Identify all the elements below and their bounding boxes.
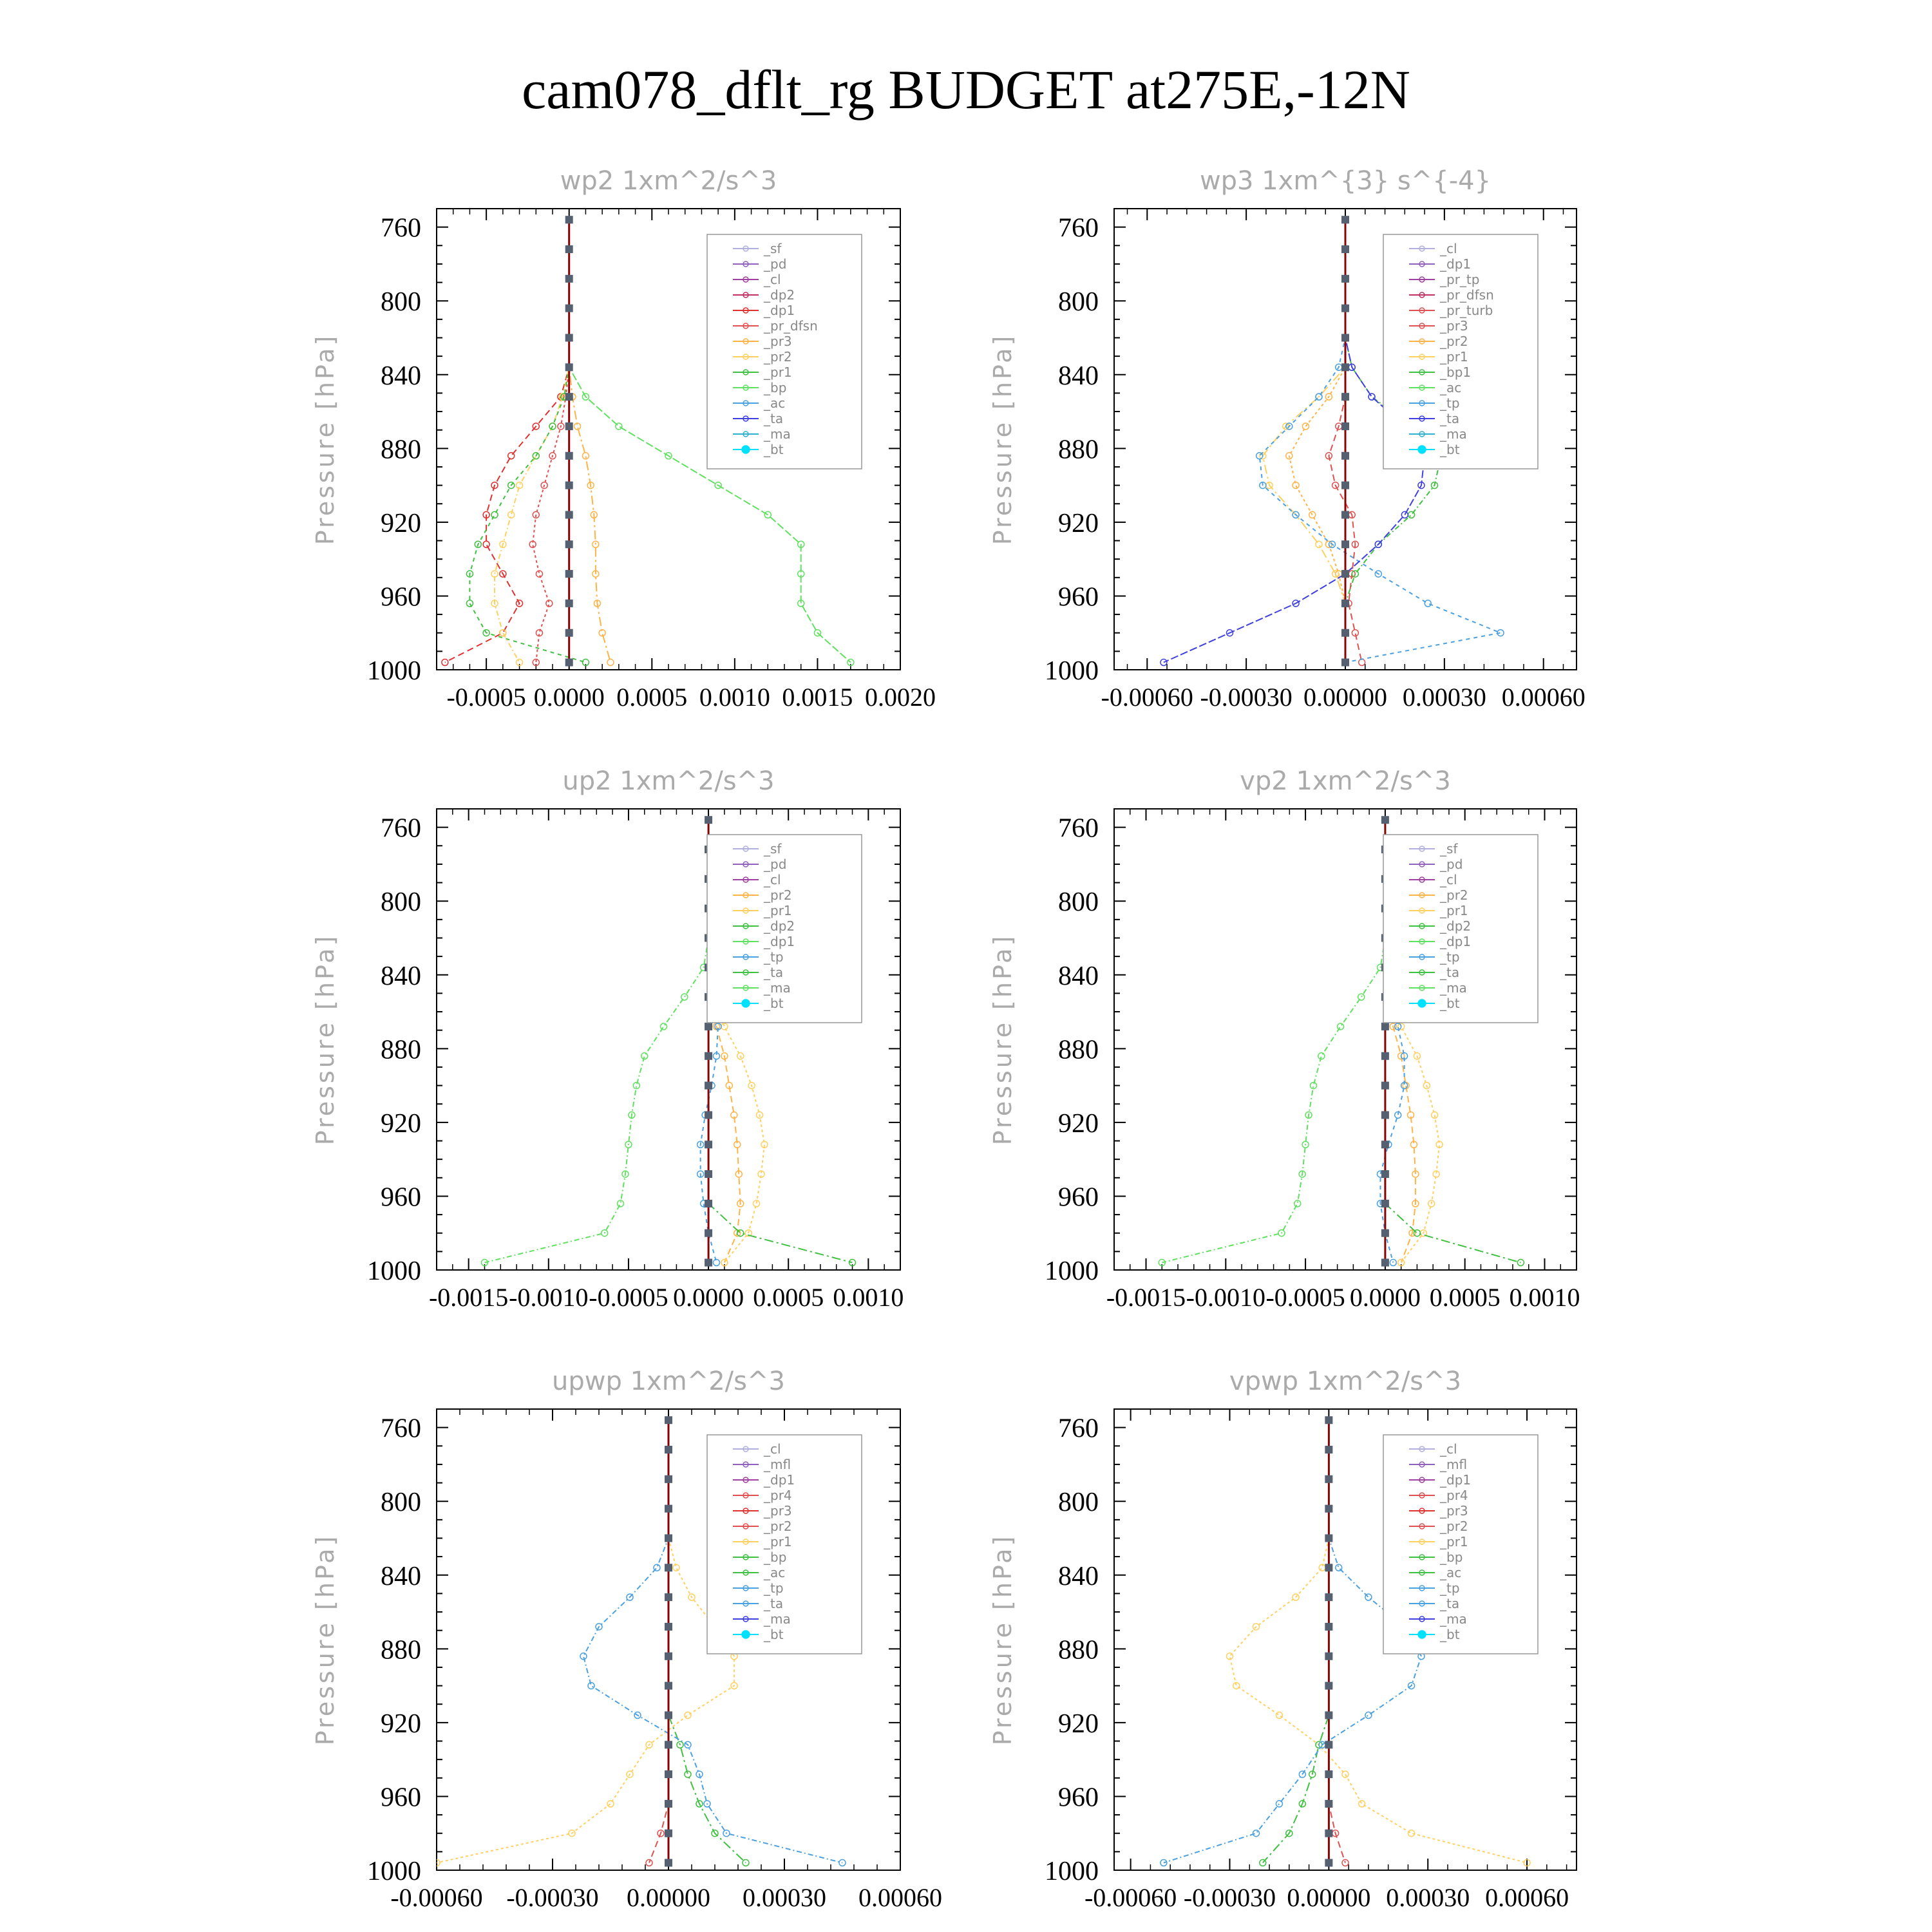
legend-entry: _pr3 (764, 334, 792, 349)
data-point (1341, 422, 1349, 430)
y-tick-label: 800 (1058, 887, 1099, 918)
legend-entry: _ma (1440, 1611, 1467, 1627)
legend-entry: _pr2 (764, 349, 792, 365)
x-tick-label: 0.0010 (833, 1283, 904, 1312)
x-tick-label: 0.0020 (865, 683, 936, 712)
legend-entry: _dp2 (1440, 918, 1472, 934)
y-tick-label: 880 (1058, 1035, 1099, 1065)
y-tick-label: 920 (381, 1709, 421, 1739)
data-point (665, 1800, 672, 1808)
legend-entry: _sf (764, 841, 782, 857)
data-point (1381, 1111, 1389, 1119)
x-tick-label: 0.00060 (1501, 683, 1586, 712)
data-point (665, 1593, 672, 1601)
data-point (665, 1711, 672, 1719)
legend-entry: _pr1 (1440, 349, 1468, 365)
x-tick-label: 0.0000 (673, 1283, 744, 1312)
legend-entry: _ma (1440, 980, 1467, 996)
data-point (1381, 1141, 1389, 1148)
y-tick-label: 760 (1058, 213, 1099, 243)
x-tick-label: 0.00060 (858, 1883, 942, 1912)
data-point (565, 540, 573, 548)
legend-entry: _pr_dfsn (764, 318, 818, 334)
y-tick-label: 800 (381, 887, 421, 918)
legend-entry: _bt (1440, 996, 1460, 1011)
y-tick-label: 800 (381, 287, 421, 317)
data-point (705, 1111, 712, 1119)
y-tick-label: 960 (1058, 582, 1099, 612)
y-tick-label: 1000 (1045, 1256, 1099, 1286)
data-point (665, 1830, 672, 1837)
data-point (705, 1082, 712, 1090)
legend-entry: _tp (1440, 949, 1460, 965)
x-tick-label: 0.0015 (782, 683, 853, 712)
data-point (1325, 1623, 1332, 1631)
y-tick-label: 920 (381, 1108, 421, 1139)
data-point (1341, 600, 1349, 607)
data-point (1341, 540, 1349, 548)
data-point (1341, 482, 1349, 489)
data-point (1325, 1800, 1332, 1808)
data-point (1341, 275, 1349, 283)
legend-entry: _cl (1440, 241, 1457, 256)
legend-entry: _ac (1440, 380, 1462, 395)
data-point (1325, 1446, 1332, 1454)
legend-entry: _sf (1440, 841, 1458, 857)
y-axis-label: Pressure [hPa] (311, 333, 339, 545)
legend-entry: _dp1 (764, 934, 795, 949)
y-tick-label: 880 (381, 435, 421, 465)
x-tick-label: 0.00000 (627, 1883, 710, 1912)
x-tick-label: 0.00000 (1303, 683, 1387, 712)
x-tick-label: -0.00030 (1200, 683, 1293, 712)
panel-title: vp2 1xm^2/s^3 (1240, 766, 1451, 796)
y-tick-label: 920 (1058, 1108, 1099, 1139)
legend-marker (742, 999, 750, 1007)
y-tick-label: 800 (1058, 287, 1099, 317)
legend-entry: _bp1 (1440, 365, 1472, 380)
y-tick-label: 1000 (367, 656, 421, 686)
data-point (705, 1141, 712, 1148)
data-point (1341, 511, 1349, 518)
legend-entry: _bp (764, 380, 787, 395)
x-tick-label: -0.00030 (1183, 1883, 1276, 1912)
legend-entry: _pd (1440, 857, 1463, 872)
y-tick-label: 760 (381, 213, 421, 243)
panel-title: upwp 1xm^2/s^3 (552, 1367, 785, 1396)
y-tick-label: 880 (381, 1635, 421, 1665)
data-point (565, 245, 573, 253)
y-tick-label: 920 (1058, 1709, 1099, 1739)
legend-entry: _tp (764, 949, 784, 965)
data-point (565, 511, 573, 518)
data-point (1341, 570, 1349, 578)
legend-entry: _ac (764, 1565, 786, 1580)
legend-entry: _pr2 (1440, 887, 1468, 903)
legend-entry: _mfl (764, 1457, 791, 1472)
legend-entry: _pr_dfsn (1440, 287, 1494, 303)
data-point (565, 659, 573, 667)
legend-entry: _bp (764, 1549, 787, 1565)
legend-entry: _ta (1440, 965, 1460, 980)
legend-entry: _ta (764, 965, 784, 980)
data-point (565, 363, 573, 371)
data-point (565, 570, 573, 578)
y-tick-label: 760 (381, 813, 421, 844)
data-point (665, 1446, 672, 1454)
legend (1383, 234, 1538, 469)
x-tick-label: -0.0005 (589, 1283, 668, 1312)
data-point (1325, 1475, 1332, 1483)
data-point (665, 1653, 672, 1660)
legend-entry: _pr2 (1440, 1519, 1468, 1534)
legend-entry: _cl (1440, 872, 1457, 887)
data-point (705, 1229, 712, 1237)
legend-entry: _pr2 (1440, 334, 1468, 349)
data-point (1381, 1023, 1389, 1030)
y-tick-label: 1000 (367, 1256, 421, 1286)
legend-entry: _ma (764, 1611, 791, 1627)
legend-marker (742, 446, 750, 453)
data-point (705, 1023, 712, 1030)
data-point (1325, 1741, 1332, 1748)
y-tick-label: 840 (1058, 961, 1099, 991)
panel-title: wp3 1xm^{3} s^{-4} (1199, 166, 1492, 196)
legend-entry: _cl (764, 272, 781, 287)
data-point (1325, 1653, 1332, 1660)
data-point (1325, 1534, 1332, 1542)
data-point (665, 1770, 672, 1778)
x-tick-label: 0.0000 (533, 683, 605, 712)
y-tick-label: 800 (1058, 1488, 1099, 1518)
legend-entry: _bt (764, 442, 784, 457)
legend-entry: _ta (1440, 1596, 1460, 1611)
legend-entry: _pr1 (764, 365, 792, 380)
x-tick-label: -0.0010 (1186, 1283, 1265, 1312)
data-point (1381, 1259, 1389, 1267)
legend-entry: _ta (764, 1596, 784, 1611)
legend-entry: _cl (764, 872, 781, 887)
legend-marker (1418, 999, 1426, 1007)
legend (707, 1435, 862, 1654)
legend-entry: _pr3 (764, 1503, 792, 1519)
legend-marker (742, 1631, 750, 1638)
data-point (665, 1623, 672, 1631)
data-point (1381, 1052, 1389, 1060)
data-point (705, 816, 712, 824)
legend-marker (1418, 446, 1426, 453)
x-tick-label: 0.0010 (699, 683, 770, 712)
y-axis-label: Pressure [hPa] (311, 933, 339, 1146)
legend-entry: _pr1 (1440, 903, 1468, 918)
legend-entry: _ta (764, 411, 784, 426)
data-point (1325, 1416, 1332, 1424)
legend-entry: _pr_turb (1440, 303, 1493, 318)
legend-entry: _pr1 (1440, 1534, 1468, 1549)
legend-entry: _dp2 (764, 918, 795, 934)
data-point (565, 334, 573, 341)
y-tick-label: 880 (381, 1035, 421, 1065)
data-point (665, 1682, 672, 1690)
y-tick-label: 760 (381, 1414, 421, 1444)
data-point (1325, 1564, 1332, 1571)
y-tick-label: 960 (1058, 1783, 1099, 1813)
y-tick-label: 800 (381, 1488, 421, 1518)
data-point (565, 629, 573, 637)
data-point (565, 482, 573, 489)
data-point (565, 305, 573, 312)
legend-entry: _pd (764, 857, 787, 872)
legend-entry: _dp1 (764, 1472, 795, 1488)
legend-entry: _cl (1440, 1441, 1457, 1457)
legend-entry: _dp1 (1440, 1472, 1472, 1488)
y-axis-label: Pressure [hPa] (311, 1533, 339, 1746)
data-point (705, 1200, 712, 1208)
legend-entry: _tp (1440, 1580, 1460, 1596)
legend-entry: _mfl (1440, 1457, 1468, 1472)
x-tick-label: -0.0005 (446, 683, 526, 712)
data-point (665, 1475, 672, 1483)
x-tick-label: 0.0005 (1429, 1283, 1501, 1312)
x-tick-label: 0.00030 (1386, 1883, 1470, 1912)
legend-entry: _bt (1440, 442, 1460, 457)
y-tick-label: 760 (1058, 813, 1099, 844)
legend-entry: _sf (764, 241, 782, 256)
legend-entry: _pr3 (1440, 318, 1468, 334)
data-point (1381, 1200, 1389, 1208)
legend-entry: _pr2 (764, 1519, 792, 1534)
y-tick-label: 1000 (1045, 656, 1099, 686)
data-point (665, 1534, 672, 1542)
y-tick-label: 960 (1058, 1182, 1099, 1213)
data-point (565, 600, 573, 607)
data-point (565, 216, 573, 223)
data-point (1325, 1682, 1332, 1690)
legend-entry: _pr3 (1440, 1503, 1468, 1519)
legend (1383, 835, 1538, 1023)
y-tick-label: 960 (381, 1182, 421, 1213)
legend-entry: _pr4 (1440, 1488, 1468, 1503)
data-point (1341, 659, 1349, 667)
y-tick-label: 1000 (367, 1857, 421, 1886)
legend-entry: _pr2 (764, 887, 792, 903)
legend-entry: _pr4 (764, 1488, 792, 1503)
x-tick-label: -0.0015 (1106, 1283, 1186, 1312)
data-point (1381, 1082, 1389, 1090)
data-point (665, 1564, 672, 1571)
y-tick-label: 880 (1058, 1635, 1099, 1665)
data-point (1325, 1505, 1332, 1513)
data-point (1325, 1711, 1332, 1719)
x-tick-label: 0.00030 (743, 1883, 826, 1912)
panel-title: wp2 1xm^2/s^3 (560, 166, 777, 196)
y-axis-label: Pressure [hPa] (989, 1533, 1017, 1746)
legend-entry: _ma (1440, 426, 1467, 442)
data-point (1325, 1770, 1332, 1778)
figure-title: cam078_dflt_rg BUDGET at275E,-12N (522, 59, 1410, 120)
y-axis-label: Pressure [hPa] (989, 333, 1017, 545)
data-point (1325, 1830, 1332, 1837)
data-point (665, 1505, 672, 1513)
data-point (1341, 363, 1349, 371)
data-point (665, 1859, 672, 1867)
legend-marker (1418, 1631, 1426, 1638)
y-tick-label: 1000 (1045, 1857, 1099, 1886)
legend-entry: _tp (764, 1580, 784, 1596)
data-point (665, 1416, 672, 1424)
legend-entry: _ta (1440, 411, 1460, 426)
data-point (565, 393, 573, 401)
legend-entry: _ac (1440, 1565, 1462, 1580)
data-point (705, 1052, 712, 1060)
data-point (665, 1741, 672, 1748)
y-tick-label: 960 (381, 1783, 421, 1813)
y-tick-label: 960 (381, 582, 421, 612)
data-point (1381, 1170, 1389, 1178)
y-tick-label: 840 (381, 361, 421, 391)
legend-entry: _tp (1440, 395, 1460, 411)
legend (707, 234, 862, 469)
x-tick-label: -0.00060 (1084, 1883, 1177, 1912)
legend-entry: _ac (764, 395, 786, 411)
data-point (1325, 1859, 1332, 1867)
panel-title: up2 1xm^2/s^3 (562, 766, 775, 796)
data-point (1381, 816, 1389, 824)
data-point (1381, 1229, 1389, 1237)
x-tick-label: 0.0005 (616, 683, 688, 712)
legend-entry: _pd (764, 256, 787, 272)
legend-entry: _bt (764, 996, 784, 1011)
data-point (1341, 393, 1349, 401)
y-tick-label: 840 (381, 961, 421, 991)
x-tick-label: 0.0010 (1509, 1283, 1580, 1312)
data-point (565, 422, 573, 430)
x-tick-label: -0.0005 (1265, 1283, 1345, 1312)
data-point (705, 1170, 712, 1178)
x-tick-label: 0.00030 (1402, 683, 1486, 712)
y-tick-label: 840 (381, 1561, 421, 1591)
legend-entry: _pr_tp (1440, 272, 1480, 287)
legend-entry: _dp2 (764, 287, 795, 303)
legend-entry: _pr1 (764, 1534, 792, 1549)
legend-entry: _ma (764, 980, 791, 996)
x-tick-label: -0.0015 (428, 1283, 509, 1312)
y-axis-label: Pressure [hPa] (989, 933, 1017, 1146)
x-tick-label: -0.00060 (1101, 683, 1193, 712)
y-tick-label: 920 (1058, 508, 1099, 538)
data-point (1341, 216, 1349, 223)
x-tick-label: -0.00060 (390, 1883, 483, 1912)
data-point (1341, 305, 1349, 312)
x-tick-label: 0.00000 (1287, 1883, 1371, 1912)
x-tick-label: -0.0010 (509, 1283, 589, 1312)
legend-entry: _dp1 (764, 303, 795, 318)
legend-entry: _bt (764, 1627, 784, 1642)
data-point (1341, 245, 1349, 253)
legend (1383, 1435, 1538, 1654)
legend (707, 835, 862, 1023)
data-point (1341, 629, 1349, 637)
panel-title: vpwp 1xm^2/s^3 (1229, 1367, 1462, 1396)
x-tick-label: -0.00030 (506, 1883, 599, 1912)
data-point (1341, 452, 1349, 460)
legend-entry: _bt (1440, 1627, 1460, 1642)
x-tick-label: 0.0000 (1349, 1283, 1421, 1312)
legend-entry: _pr1 (764, 903, 792, 918)
legend-entry: _dp1 (1440, 934, 1472, 949)
x-tick-label: 0.0005 (753, 1283, 824, 1312)
y-tick-label: 760 (1058, 1414, 1099, 1444)
data-point (565, 452, 573, 460)
data-point (1325, 1593, 1332, 1601)
y-tick-label: 840 (1058, 361, 1099, 391)
x-tick-label: 0.00060 (1485, 1883, 1569, 1912)
y-tick-label: 920 (381, 508, 421, 538)
legend-entry: _cl (764, 1441, 781, 1457)
legend-entry: _ma (764, 426, 791, 442)
data-point (1341, 334, 1349, 341)
data-point (565, 275, 573, 283)
legend-entry: _dp1 (1440, 256, 1472, 272)
legend-entry: _bp (1440, 1549, 1463, 1565)
y-tick-label: 880 (1058, 435, 1099, 465)
data-point (705, 1259, 712, 1267)
y-tick-label: 840 (1058, 1561, 1099, 1591)
